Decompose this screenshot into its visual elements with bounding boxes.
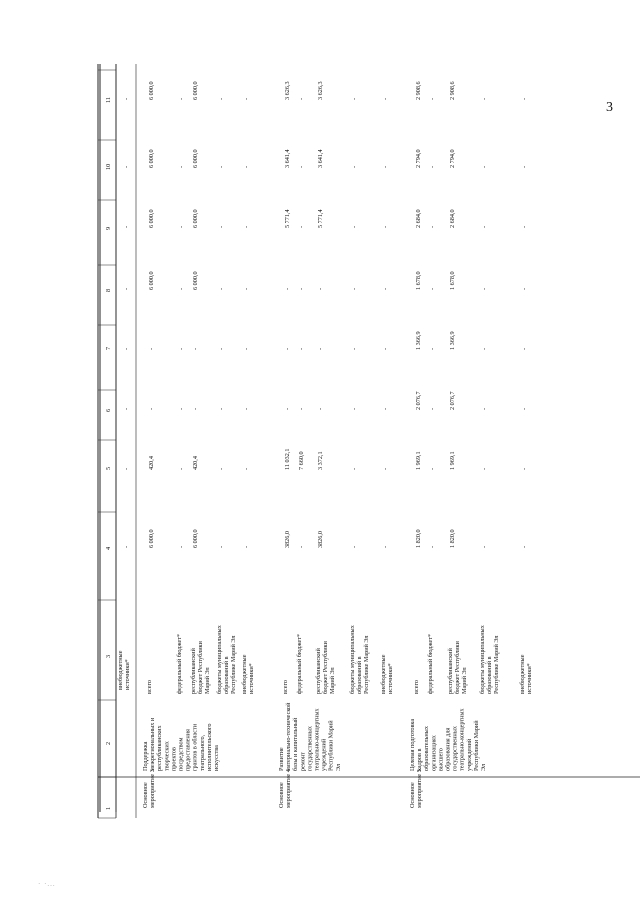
svg-text:организациях: организациях [430, 735, 438, 771]
measure-4-row-3-col-4: 3826,0 [317, 530, 324, 548]
measure-3-row-1-col-4: 6 000,0 [148, 529, 155, 548]
measure-3-row-1-col-5: 420,4 [148, 456, 155, 470]
measure-4-row-1-col-10: 3 641,4 [284, 149, 291, 168]
measure-3-row-4-col-4: - [218, 545, 225, 548]
col-header-11: 11 [105, 97, 112, 103]
measure-3-row-4-col-10: - [218, 165, 225, 168]
svg-text:внебюджетные: внебюджетные [241, 654, 248, 694]
svg-text:бюджеты муниципальных: бюджеты муниципальных [216, 625, 223, 694]
measure-5-row-5-col-5: - [521, 467, 528, 470]
measure-3-row-4-col-5: - [218, 467, 225, 470]
measure-5-id [409, 769, 423, 808]
measure-5-row-4-col-7: - [481, 347, 488, 350]
col-header-6: 6 [105, 408, 112, 412]
svg-text:Эл: Эл [480, 763, 487, 771]
svg-text:источники*: источники* [124, 659, 131, 690]
measure-4-row-5-col-8: - [382, 287, 389, 290]
measure-3-row-2-col-6: - [178, 407, 185, 410]
svg-text:федеральный бюджет*: федеральный бюджет* [296, 633, 303, 694]
svg-text:мероприятие 3: мероприятие 3 [149, 769, 156, 808]
measure-5-row-2-col-10: - [429, 165, 436, 168]
continuation-value-11: - [123, 97, 130, 100]
page-number: 3 [606, 100, 613, 115]
measure-5-row-3-col-8: 1 678,0 [449, 271, 456, 290]
continuation-value-7: - [123, 347, 130, 350]
svg-text:бюджеты муниципальных: бюджеты муниципальных [479, 625, 486, 694]
measure-3-row-5-col-6: - [243, 407, 250, 410]
svg-text:мероприятие 4: мероприятие 4 [285, 769, 292, 808]
measure-5-row-3-col-4: 1 820,0 [449, 529, 456, 548]
svg-text:образовательных: образовательных [423, 726, 431, 771]
col-header-7: 7 [105, 346, 112, 350]
measure-5-row-1-col-4: 1 820,0 [415, 529, 422, 548]
measure-5-row-4-col-11: - [481, 97, 488, 100]
svg-text:проектов: проектов [170, 747, 178, 771]
measure-5-row-5-col-8: - [521, 287, 528, 290]
measure-3-row-5-col-8: - [243, 287, 250, 290]
measure-5-row-3-col-10: 2 794,0 [449, 149, 456, 168]
svg-text:материально-технической: материально-технической [285, 702, 293, 771]
measure-5-row-2-col-6: - [429, 407, 436, 410]
measure-3-row-2-col-5: - [178, 467, 185, 470]
measure-5-row-5-col-9: - [521, 225, 528, 228]
svg-text:Основное: Основное [278, 782, 285, 808]
measure-4-source-5 [380, 654, 394, 694]
svg-text:источники*: источники* [248, 663, 255, 694]
measure-5-row-3-col-9: 2 684,0 [449, 209, 456, 228]
measure-5-row-3-col-11: 2 908,6 [449, 81, 456, 100]
svg-text:бюджет Республики: бюджет Республики [197, 641, 204, 694]
measure-4-row-4-col-11: - [351, 97, 358, 100]
svg-text:федеральный бюджет*: федеральный бюджет* [176, 633, 183, 694]
svg-text:республиканский: республиканский [190, 648, 197, 694]
measure-3-row-4-col-9: - [218, 225, 225, 228]
svg-text:образований в: образований в [356, 656, 363, 694]
measure-5-row-1-col-11: 2 908,6 [415, 81, 422, 100]
svg-text:бюджет Республики: бюджет Республики [322, 641, 329, 694]
measure-4-row-5-col-11: - [382, 97, 389, 100]
measure-3-row-1-col-9: 6 000,0 [148, 209, 155, 228]
measure-5-row-2-col-9: - [429, 225, 436, 228]
measure-5-row-2-col-4: - [429, 545, 436, 548]
svg-text:внебюджетные: внебюджетные [117, 650, 124, 690]
measure-5-row-1-col-6: 2 076,7 [415, 391, 422, 410]
continuation-value-10: - [123, 165, 130, 168]
measure-4-row-4-col-10: - [351, 165, 358, 168]
measure-4-id [278, 769, 292, 808]
svg-text:мероприятие 5: мероприятие 5 [416, 769, 423, 808]
measure-3-row-4-col-8: - [218, 287, 225, 290]
measure-4-row-3-col-10: 3 641,4 [317, 149, 324, 168]
measure-5-row-1-col-9: 2 684,0 [415, 209, 422, 228]
svg-text:образования для: образования для [444, 727, 452, 771]
measure-5-row-2-col-8: - [429, 287, 436, 290]
measure-3-row-2-col-8: - [178, 287, 185, 290]
measure-3-row-5-col-9: - [243, 225, 250, 228]
measure-3-row-5-col-5: - [243, 467, 250, 470]
measure-4-row-2-col-9: - [298, 225, 305, 228]
measure-5-row-1-col-10: 2 794,0 [415, 149, 422, 168]
measure-3-id [142, 769, 156, 808]
measure-3-row-3-col-9: 6 000,0 [192, 209, 199, 228]
measure-3-source-5 [241, 654, 255, 694]
svg-text:бюджет Республики: бюджет Республики [454, 641, 461, 694]
svg-text:республиканский: республиканский [447, 648, 454, 694]
measure-5-source-1 [413, 680, 420, 694]
measure-5-row-4-col-8: - [481, 287, 488, 290]
measure-5-row-2-col-11: - [429, 97, 436, 100]
measure-3-row-2-col-10: - [178, 165, 185, 168]
measure-5-row-1-col-5: 1 969,1 [415, 451, 422, 470]
measure-3-row-3-col-7: - [192, 347, 199, 350]
measure-5-source-5 [519, 654, 533, 694]
svg-text:Основное: Основное [142, 782, 149, 808]
svg-text:внебюджетные: внебюджетные [519, 654, 526, 694]
col-header-3: 3 [105, 654, 112, 658]
svg-text:учреждений: учреждений [320, 738, 328, 771]
measure-5-source-2 [427, 634, 434, 694]
measure-3-row-2-col-11: - [178, 97, 185, 100]
svg-text:театрального,: театрального, [198, 734, 206, 771]
svg-text:образований в: образований в [223, 656, 230, 694]
measure-5-row-4-col-4: - [481, 545, 488, 548]
measure-4-row-3-col-7: - [317, 347, 324, 350]
svg-text:Целевая подготовка: Целевая подготовка [409, 718, 416, 771]
svg-text:Эл: Эл [334, 763, 342, 771]
svg-text:всего: всего [413, 680, 420, 694]
measure-3-row-1-col-10: 6 000,0 [148, 149, 155, 168]
measure-4-source-3 [315, 640, 336, 694]
measure-4-row-2-col-10: - [298, 165, 305, 168]
measure-5-row-1-col-8: 1 678,0 [415, 271, 422, 290]
measure-4-row-5-col-5: - [382, 467, 389, 470]
measure-5-row-5-col-7: - [521, 347, 528, 350]
svg-text:государственных: государственных [451, 726, 459, 771]
svg-text:театрально-концертных: театрально-концертных [458, 708, 466, 771]
measure-3-row-3-col-8: 6 000,0 [192, 271, 199, 290]
svg-text:Развитие: Развитие [278, 747, 285, 771]
measure-3-row-2-col-7: - [178, 347, 185, 350]
measure-4-row-1-col-7: - [284, 347, 291, 350]
col-header-1: 1 [105, 806, 112, 810]
svg-text:межрегиональных и: межрегиональных и [149, 717, 157, 771]
measure-3-source-1 [146, 680, 153, 694]
measure-3-row-1-col-6: - [148, 407, 155, 410]
col-header-10: 10 [105, 163, 112, 170]
svg-text:Республики Марий: Республики Марий [327, 720, 335, 771]
measure-4-row-2-col-11: - [298, 97, 305, 100]
col-header-9: 9 [105, 226, 112, 230]
measure-4-row-1-col-9: 5 771,4 [284, 209, 291, 228]
svg-text:Республике Марий Эл: Республике Марий Эл [363, 635, 370, 694]
svg-text:творческих: творческих [163, 741, 171, 771]
measure-4-row-3-col-5: 3 372,1 [317, 451, 324, 470]
svg-text:бюджеты муниципальных: бюджеты муниципальных [349, 625, 356, 694]
measure-5-row-5-col-11: - [521, 97, 528, 100]
measure-4-row-4-col-4: - [351, 545, 358, 548]
svg-text:исполнительского: исполнительского [205, 723, 213, 771]
col-header-8: 8 [105, 288, 112, 292]
measure-5-row-5-col-6: - [521, 407, 528, 410]
measure-5-row-4-col-6: - [481, 407, 488, 410]
svg-text:учреждений: учреждений [465, 738, 473, 771]
svg-text:образований в: образований в [486, 656, 493, 694]
svg-text:Марий Эл: Марий Эл [204, 667, 211, 694]
svg-text:предоставления: предоставления [184, 729, 192, 771]
measure-4-source-4 [349, 624, 370, 694]
measure-5-row-4-col-9: - [481, 225, 488, 228]
measure-4-desc [278, 702, 342, 771]
svg-text:грантов в области: грантов в области [191, 723, 199, 771]
svg-text:источники*: источники* [526, 663, 533, 694]
measure-4-row-3-col-9: 5 771,4 [317, 209, 324, 228]
svg-text:всего: всего [282, 680, 289, 694]
svg-text:посредством: посредством [177, 737, 185, 771]
svg-text:источники*: источники* [387, 663, 394, 694]
measure-5-row-2-col-5: - [429, 467, 436, 470]
measure-3-row-5-col-4: - [243, 545, 250, 548]
measure-3-row-4-col-6: - [218, 407, 225, 410]
measure-5-row-5-col-10: - [521, 165, 528, 168]
measure-3-row-4-col-11: - [218, 97, 225, 100]
measure-5-row-3-col-5: 1 969,1 [449, 451, 456, 470]
svg-text:ремонт: ремонт [299, 752, 307, 771]
measure-4-row-1-col-6: - [284, 407, 291, 410]
measure-4-row-5-col-9: - [382, 225, 389, 228]
measure-5-row-5-col-4: - [521, 545, 528, 548]
svg-text:базы и капитальный: базы и капитальный [292, 717, 300, 771]
svg-text:всего: всего [146, 680, 153, 694]
measure-3-row-2-col-4: - [178, 545, 185, 548]
measure-3-source-2 [176, 634, 183, 694]
measure-3-row-4-col-7: - [218, 347, 225, 350]
measure-4-row-3-col-8: - [317, 287, 324, 290]
measure-3-row-1-col-11: 6 000,0 [148, 81, 155, 100]
svg-text:Республике Марий Эл: Республике Марий Эл [493, 635, 500, 694]
continuation-value-6: - [123, 407, 130, 410]
svg-text:внебюджетные: внебюджетные [380, 654, 387, 694]
svg-text:Марий Эл: Марий Эл [329, 667, 336, 694]
measure-4-row-3-col-11: 3 626,3 [317, 81, 324, 100]
measure-5-row-4-col-10: - [481, 165, 488, 168]
svg-text:республиканский: республиканский [315, 648, 322, 694]
measure-5-source-4 [479, 624, 500, 694]
svg-text:Марий Эл: Марий Эл [461, 667, 468, 694]
continuation-value-4: - [123, 545, 130, 548]
measure-4-row-1-col-11: 3 626,3 [284, 81, 291, 100]
measure-3-row-1-col-8: 6 000,0 [148, 271, 155, 290]
measure-3-row-3-col-10: 6 000,0 [192, 149, 199, 168]
svg-text:Республике Марий Эл: Республике Марий Эл [230, 635, 237, 694]
measure-4-row-5-col-4: - [382, 545, 389, 548]
svg-text:Основное: Основное [409, 782, 416, 808]
continuation-value-9: - [123, 225, 130, 228]
measure-4-row-1-col-5: 11 032,1 [284, 448, 291, 470]
continuation-value-5: - [123, 467, 130, 470]
measure-5-row-2-col-7: - [429, 347, 436, 350]
measure-4-row-5-col-10: - [382, 165, 389, 168]
svg-text:высшего: высшего [437, 748, 445, 771]
measure-4-row-1-col-8: - [284, 287, 291, 290]
measure-3-source-3 [190, 640, 211, 694]
measure-3-row-2-col-9: - [178, 225, 185, 228]
scan-artifact: · ·... [38, 880, 56, 888]
measure-3-row-5-col-7: - [243, 347, 250, 350]
measure-3-row-3-col-11: 6 000,0 [192, 81, 199, 100]
measure-4-row-4-col-8: - [351, 287, 358, 290]
measure-4-row-4-col-7: - [351, 347, 358, 350]
measure-5-row-4-col-5: - [481, 467, 488, 470]
measure-3-row-1-col-7: - [148, 347, 155, 350]
svg-text:театрально-концертных: театрально-концертных [313, 708, 321, 771]
col-header-2: 2 [105, 741, 112, 745]
svg-text:кадров в: кадров в [416, 748, 424, 771]
measure-3-row-3-col-5: 420,4 [192, 456, 199, 470]
col-header-4: 4 [105, 546, 112, 550]
measure-5-desc [409, 708, 487, 771]
measure-3-row-3-col-4: 6 000,0 [192, 529, 199, 548]
measure-3-desc [142, 717, 220, 771]
svg-text:государственных: государственных [306, 726, 314, 771]
measure-4-row-4-col-6: - [351, 407, 358, 410]
measure-4-row-2-col-5: 7 660,0 [298, 451, 305, 470]
measure-4-row-4-col-5: - [351, 467, 358, 470]
measure-4-row-2-col-4: - [298, 545, 305, 548]
svg-text:федеральный бюджет*: федеральный бюджет* [427, 633, 434, 694]
continuation-source [117, 650, 131, 690]
measure-4-row-2-col-8: - [298, 287, 305, 290]
measure-5-source-3 [447, 640, 468, 694]
measure-5-row-1-col-7: 1 366,9 [415, 331, 422, 350]
measure-4-row-5-col-6: - [382, 407, 389, 410]
measure-3-row-3-col-6: - [192, 407, 199, 410]
measure-4-row-2-col-7: - [298, 347, 305, 350]
measure-4-row-2-col-6: - [298, 407, 305, 410]
measure-4-row-1-col-4: 3826,0 [284, 530, 291, 548]
measure-5-row-3-col-7: 1 366,9 [449, 331, 456, 350]
measure-4-source-1 [282, 680, 289, 694]
measure-4-row-4-col-9: - [351, 225, 358, 228]
col-header-5: 5 [105, 466, 112, 470]
svg-text:Республики Марий: Республики Марий [472, 720, 480, 771]
measure-3-source-4 [216, 624, 237, 694]
svg-text:искусства: искусства [213, 745, 220, 771]
svg-text:Поддержка: Поддержка [142, 741, 149, 771]
measure-4-row-3-col-6: - [317, 407, 324, 410]
continuation-value-8: - [123, 287, 130, 290]
measure-4-row-5-col-7: - [382, 347, 389, 350]
svg-text:республиканских: республиканских [156, 725, 164, 771]
measure-3-row-5-col-10: - [243, 165, 250, 168]
measure-4-source-2 [296, 634, 303, 694]
measure-5-row-3-col-6: 2 076,7 [449, 391, 456, 410]
measure-3-row-5-col-11: - [243, 97, 250, 100]
